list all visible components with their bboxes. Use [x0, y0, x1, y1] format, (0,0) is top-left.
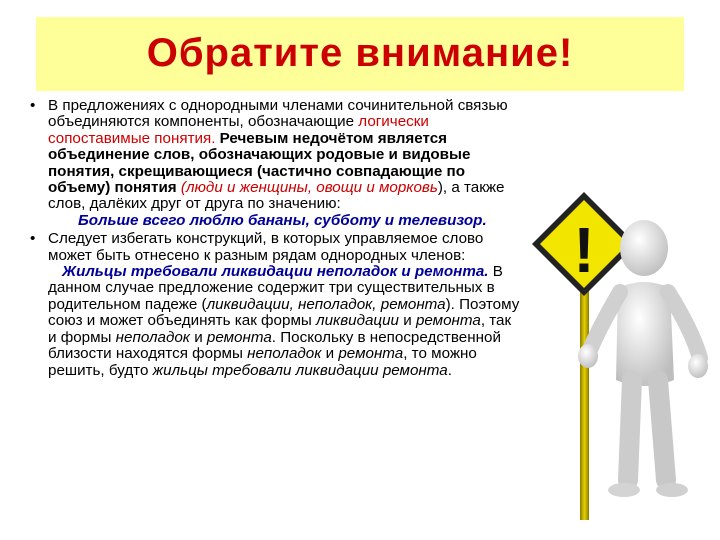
p2-italic-4: неполадок	[115, 328, 190, 346]
example-sentence-1: Больше всего люблю бананы, субботу и телевизор.	[78, 211, 487, 229]
example-sentence-2: Жильцы требовали ликвидации неполадок и ремонта.	[62, 263, 489, 281]
title-banner	[36, 17, 684, 91]
p1-text-1: В предложениях с однородными членами сочинительной связью объединяются компоненты, обозначающие	[48, 97, 508, 131]
p2-italic-3: ремонта	[415, 312, 481, 330]
p2-block	[48, 264, 520, 379]
p2-text-8: и	[321, 345, 339, 363]
p2-text-10: .	[447, 361, 452, 379]
p2-text-3: ). Поэтому союз и может объединять как формы	[48, 295, 520, 330]
slide-content	[30, 98, 520, 379]
p2-italic-7: ремонта	[338, 345, 404, 363]
slide-title: Обратите внимание!	[146, 31, 574, 75]
p2-italic-5: ремонта	[206, 328, 272, 346]
p2-italic-2: ликвидации	[316, 312, 400, 330]
p2-text-4: и	[399, 312, 416, 330]
p1-examples-inline: (люди и женщины, овощи и морковь	[180, 179, 438, 197]
exclamation-icon: !	[573, 214, 595, 286]
person-with-sign-icon	[532, 180, 712, 520]
p1-highlight-1: логически сопоставимые понятия.	[48, 113, 429, 147]
p2-text-7: . Поскольку в непосредственной близости находятся формы	[48, 328, 501, 363]
bullet-paragraph-1	[30, 98, 520, 229]
p2-text-6: и	[189, 328, 207, 346]
bullet-icon: •	[30, 97, 36, 114]
p2-text-9: , то можно решить, будто	[48, 345, 477, 379]
p1-text-3: Речевым недочётом является объединение слов, обозначающих родовые и видовые понятия, скрещивающиеся	[48, 129, 471, 180]
p2-text-5: , так и формы	[48, 312, 512, 346]
p1-text-6: ), а также слов, далёких друг от друга по значению:	[48, 179, 505, 213]
p2-italic-1: ликвидации, неполадок, ремонта	[206, 295, 446, 313]
p1-text-4: (частично совпадающие по объему) понятия	[48, 162, 466, 197]
bullet-paragraph-2	[30, 231, 520, 379]
p2-italic-8: жильцы требовали ликвидации ремонта	[152, 361, 448, 379]
p2-italic-6: неполадок	[247, 345, 322, 363]
bullet-icon: •	[30, 230, 36, 248]
p2-text-2: В данном случае предложение содержит три существительных в родительном падеже (	[48, 263, 503, 313]
warning-figure-illustration	[532, 180, 712, 520]
p2-text-1: Следует избегать конструкций, в которых управляемое слово может быть отнесено к разным рядам однородных членов:	[48, 230, 484, 264]
